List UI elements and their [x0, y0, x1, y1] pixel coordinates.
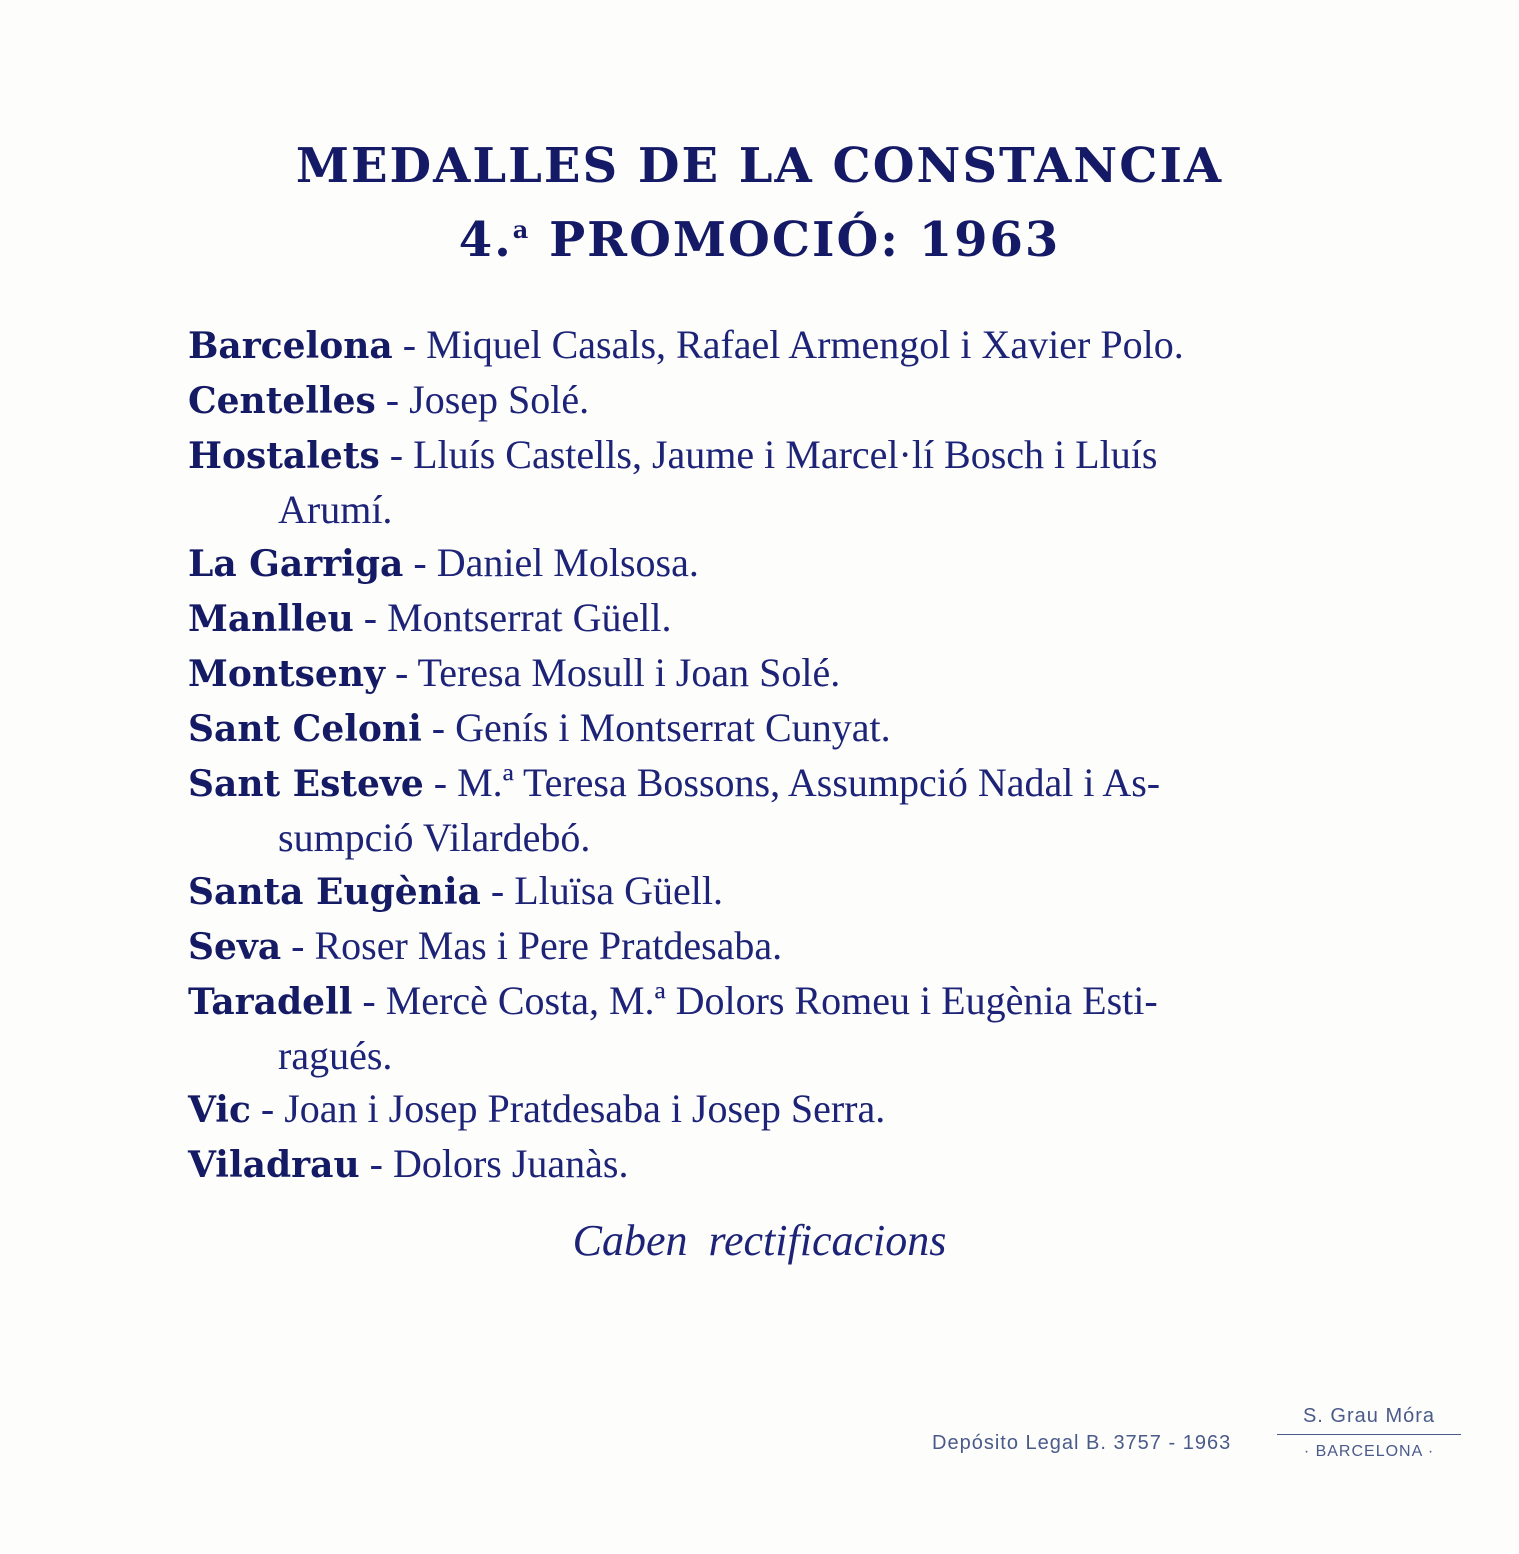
place-name: Santa Eugènia — [188, 871, 481, 913]
recipient-names: M.ª Teresa Bossons, Assumpció Nadal i As- — [457, 760, 1161, 805]
list-item: Viladrau - Dolors Juanàs. — [188, 1141, 629, 1186]
recipient-names: Lluís Castells, Jaume i Marcel·lí Bosch i Lluís — [413, 432, 1158, 477]
printer-imprint — [1277, 1405, 1461, 1461]
place-name: Centelles — [188, 380, 376, 422]
place-name: Vic — [188, 1089, 251, 1131]
place-name: Montseny — [188, 653, 385, 695]
medal-recipients-list — [188, 318, 1363, 1192]
list-item: Sant Esteve - M.ª Teresa Bossons, Assumpció Nadal i As- sumpció Vilardebó. — [188, 756, 1363, 864]
title-line-2 — [0, 212, 1519, 268]
place-name: Seva — [188, 926, 282, 968]
list-item: La Garriga - Daniel Molsosa. — [188, 540, 699, 585]
ordinal-indicator: a — [512, 215, 531, 244]
list-item: Sant Celoni - Genís i Montserrat Cunyat. — [188, 705, 891, 750]
list-item: Vic - Joan i Josep Pratdesaba i Josep Serra. — [188, 1086, 886, 1131]
recipient-names: Teresa Mosull i Joan Solé. — [417, 650, 841, 695]
recipient-names: Genís i Montserrat Cunyat. — [455, 705, 891, 750]
printer-name: S. Grau Móra — [1277, 1405, 1461, 1435]
list-item: Barcelona - Miquel Casals, Rafael Armengol i Xavier Polo. — [188, 322, 1184, 367]
promotion-number: 4. — [458, 212, 513, 268]
list-item: Montseny - Teresa Mosull i Joan Solé. — [188, 650, 841, 695]
list-item: Centelles - Josep Solé. — [188, 377, 590, 422]
recipient-names: Mercè Costa, M.ª Dolors Romeu i Eugènia Esti- — [385, 978, 1158, 1023]
list-item: Santa Eugènia - Lluïsa Güell. — [188, 868, 724, 913]
recipient-names: Dolors Juanàs. — [392, 1141, 629, 1186]
list-item: Manlleu - Montserrat Güell. — [188, 595, 672, 640]
list-item: Taradell - Mercè Costa, M.ª Dolors Romeu i Eugènia Esti- ragués. — [188, 974, 1363, 1082]
recipient-names: Roser Mas i Pere Pratdesaba. — [314, 923, 783, 968]
place-name: Sant Esteve — [188, 763, 424, 805]
recipient-names: Miquel Casals, Rafael Armengol i Xavier Polo. — [426, 322, 1184, 367]
place-name: Taradell — [188, 981, 353, 1023]
legal-deposit: Depósito Legal B. 3757 - 1963 — [932, 1432, 1232, 1454]
place-name: Manlleu — [188, 598, 354, 640]
place-name: Barcelona — [188, 325, 393, 367]
recipient-names: Josep Solé. — [409, 377, 590, 422]
recipient-names-continued: ragués. — [278, 1033, 393, 1078]
printer-city: · BARCELONA · — [1303, 1443, 1435, 1460]
recipient-names: Joan i Josep Pratdesaba i Josep Serra. — [284, 1086, 886, 1131]
recipient-names-continued: sumpció Vilardebó. — [278, 815, 591, 860]
promotion-year: PROMOCIÓ: 1963 — [549, 212, 1061, 268]
place-name: Hostalets — [188, 435, 380, 477]
recipient-names: Montserrat Güell. — [387, 595, 672, 640]
place-name: La Garriga — [188, 543, 404, 585]
recipient-names: Lluïsa Güell. — [514, 868, 724, 913]
recipient-names: Daniel Molsosa. — [436, 540, 699, 585]
place-name: Viladrau — [188, 1144, 360, 1186]
recipient-names-continued: Arumí. — [278, 487, 393, 532]
rectifications-note: Caben rectificacions — [572, 1216, 947, 1265]
title-line-1: MEDALLES DE LA CONSTANCIA — [295, 138, 1224, 194]
place-name: Sant Celoni — [188, 708, 422, 750]
list-item: Seva - Roser Mas i Pere Pratdesaba. — [188, 923, 783, 968]
list-item: Hostalets - Lluís Castells, Jaume i Marcel·lí Bosch i Lluís Arumí. — [188, 428, 1363, 536]
